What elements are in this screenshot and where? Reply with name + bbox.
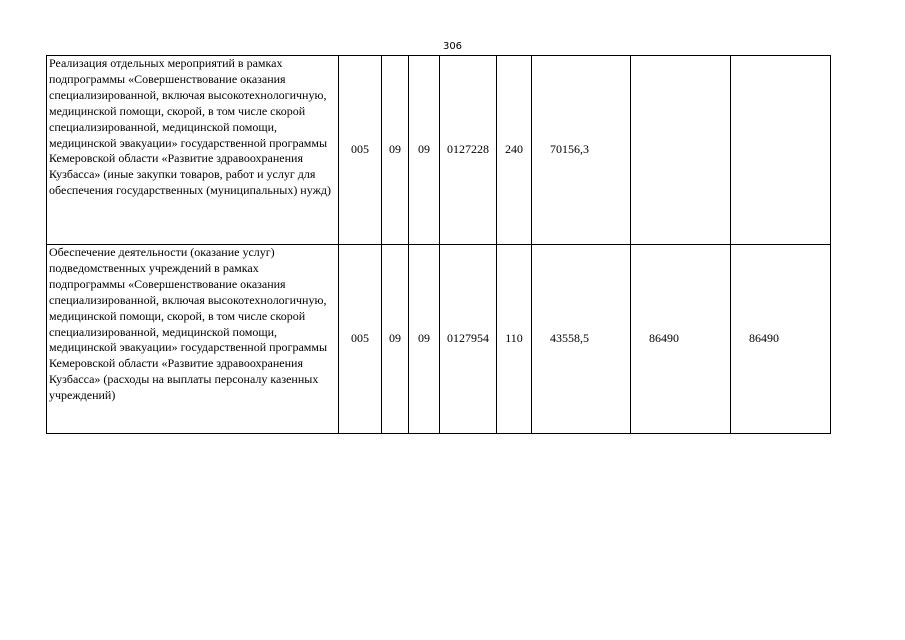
table-row [47, 245, 831, 434]
amount-year1: 43558,5 [532, 245, 631, 434]
budget-table [46, 55, 831, 434]
page-number: 306 [442, 41, 463, 52]
expense-type-code: 240 [497, 56, 532, 245]
amount-year2: 86490 [631, 245, 731, 434]
amount-year3 [731, 56, 831, 245]
section-code: 09 [382, 245, 409, 434]
ministry-code: 005 [339, 56, 382, 245]
section-code: 09 [382, 56, 409, 245]
subsection-code: 09 [409, 56, 440, 245]
amount-year2 [631, 56, 731, 245]
amount-year3: 86490 [731, 245, 831, 434]
target-article-code: 0127954 [440, 245, 497, 434]
expense-type-code: 110 [497, 245, 532, 434]
ministry-code: 005 [339, 245, 382, 434]
amount-year1: 70156,3 [532, 56, 631, 245]
row-description: Реализация отдельных мероприятий в рамках подпрограммы «Совершенствование оказания специализированной, включая высокотехнологичную, медицинской помощи, скорой, в том числе скорой специализированной, медицинской помощи, медицинской эвакуации» государственной программы Кемеровской области «Развитие здравоохранения Кузбасса» (иные закупки товаров, работ и услуг для обеспечения государственных (муниципальных) нужд) [47, 56, 339, 245]
table-row [47, 56, 831, 245]
row-description: Обеспечение деятельности (оказание услуг) подведомственных учреждений в рамках подпрограммы «Совершенствование оказания специализированной, включая высокотехнологичную, медицинской помощи, скорой, в том числе скорой специализированной, медицинской помощи, медицинской эвакуации» государственной программы Кемеровской области «Развитие здравоохранения Кузбасса» (расходы на выплаты персоналу казенных учреждений) [47, 245, 339, 434]
target-article-code: 0127228 [440, 56, 497, 245]
subsection-code: 09 [409, 245, 440, 434]
